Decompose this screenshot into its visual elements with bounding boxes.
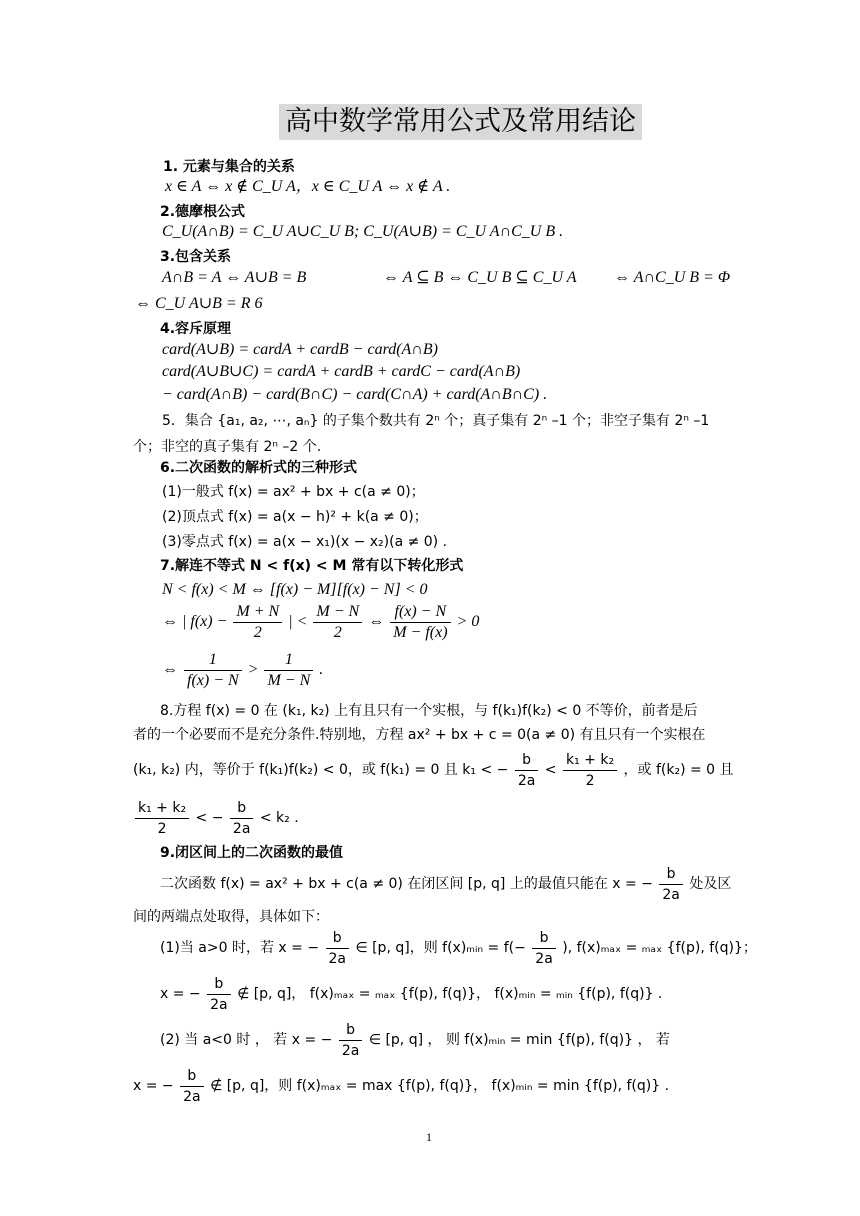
section-6-formula-3: (3)零点式 f(x) = a(x − x₁)(x − x₂)(a ≠ 0) . bbox=[162, 534, 448, 550]
section-7-formula-3: ⇔ $\frac{1}{f(x) - N}$ > $\frac{1}{M - N}$ . bbox=[162, 650, 324, 689]
section-6-formula-2: (2)顶点式 f(x) = a(x − h)² + k(a ≠ 0)； bbox=[162, 509, 428, 525]
section-9-case-1: (1)当 a>0 时，若 x = − $\frac{b}{2a}$ ∈ [p, q]，则 f(x)ₘᵢₙ = f(− $\frac{b}{2a}$ ), f(x)ₘₐₓ = ₘₐₓ {f(p), f(q)}； bbox=[160, 929, 757, 967]
section-4-formula-3: − card(A∩B) − card(B∩C) − card(C∩A) + card(A∩B∩C) . bbox=[162, 386, 548, 403]
section-5-line-2: 个；非空的真子集有 2ⁿ –2 个. bbox=[133, 439, 322, 455]
section-4-formula-1: card(A∪B) = cardA + cardB − card(A∩B) bbox=[162, 341, 438, 358]
section-3-heading: 3.包含关系 bbox=[160, 249, 232, 265]
section-7-heading: 7.解连不等式 N < f(x) < M 常有以下转化形式 bbox=[160, 558, 464, 574]
section-8-line-1: 8.方程 f(x) = 0 在 (k₁, k₂) 上有且只有一个实根，与 f(k₁)f(k₂) < 0 不等价，前者是后 bbox=[160, 703, 698, 719]
section-8-line-4: $\frac{\text{k₁ + k₂}}{2}$ < − $\frac{b}{2a}$ < k₂ . bbox=[133, 796, 299, 840]
section-9-case-2: (2) 当 a<0 时 ， 若 x = − $\frac{b}{2a}$ ∈ [p, q] ， 则 f(x)ₘᵢₙ = min {f(p), f(q)} ， 若 bbox=[160, 1021, 670, 1059]
section-1-formula: x ∈ A ⇔ x ∉ C_U A，x ∈ C_U A ⇔ x ∉ A . bbox=[165, 178, 451, 195]
section-6-formula-1: (1)一般式 f(x) = ax² + bx + c(a ≠ 0)； bbox=[162, 484, 425, 500]
section-2-formula: C_U(A∩B) = C_U A∪C_U B; C_U(A∪B) = C_U A∩C_U B . bbox=[162, 223, 564, 240]
section-7-formula-2: ⇔ | f(x) − $\frac{M + N}{2}$ | < $\frac{M - N}{2}$ ⇔ $\frac{f(x) - N}{M - f(x)}$ > 0 bbox=[162, 602, 480, 641]
section-4-formula-2: card(A∪B∪C) = cardA + cardB + cardC − card(A∩B) bbox=[162, 363, 521, 380]
section-8-line-3: (k₁, k₂) 内，等价于 f(k₁)f(k₂) < 0，或 f(k₁) = 0 且 k₁ < − $\frac{b}{2a}$ < $\frac{\text{k₁ + k₂}}{2}$ ，或 f(k₂) = 0 且 bbox=[133, 751, 734, 789]
section-3-formula-1: A∩B = A ⇔ A∪B = B bbox=[162, 269, 307, 286]
section-3-formula-3: ⇔ A∩C_U B = Φ bbox=[614, 269, 731, 286]
section-2-heading: 2.德摩根公式 bbox=[160, 204, 246, 220]
section-9-para-1: 二次函数 f(x) = ax² + bx + c(a ≠ 0) 在闭区间 [p, q] 上的最值只能在 x = − $\frac{b}{2a}$ 处及区 bbox=[160, 865, 732, 903]
section-9-para-2: 间的两端点处取得，具体如下： bbox=[133, 909, 329, 925]
page-number: 1 bbox=[426, 1130, 432, 1144]
section-4-heading: 4.容斥原理 bbox=[160, 321, 232, 337]
section-5-line-1: 5．集合 {a₁, a₂, ⋯, aₙ} 的子集个数共有 2ⁿ 个；真子集有 2ⁿ –1 个；非空子集有 2ⁿ –1 bbox=[162, 413, 710, 429]
section-9-heading: 9.闭区间上的二次函数的最值 bbox=[160, 845, 344, 861]
section-6-heading: 6.二次函数的解析式的三种形式 bbox=[160, 460, 358, 476]
section-8-line-2: 者的一个必要而不是充分条件.特别地，方程 ax² + bx + c = 0(a ≠ 0) 有且只有一个实根在 bbox=[133, 727, 706, 743]
section-1-heading: 1. 元素与集合的关系 bbox=[163, 159, 295, 175]
section-3-formula-2: ⇔ A ⊆ B ⇔ C_U B ⊆ C_U A bbox=[383, 269, 577, 286]
page-title: 高中数学常用公式及常用结论 bbox=[279, 104, 642, 140]
section-9-case-2-cont: x = − $\frac{b}{2a}$ ∉ [p, q]，则 f(x)ₘₐₓ = max {f(p), f(q)}， f(x)ₘᵢₙ = min {f(p), f(q)} . bbox=[133, 1067, 670, 1105]
section-3-formula-4: ⇔ C_U A∪B = R 6 bbox=[135, 295, 263, 312]
section-7-formula-1: N < f(x) < M ⇔ [f(x) − M][f(x) − N] < 0 bbox=[162, 581, 428, 598]
section-9-case-1-cont: x = − $\frac{b}{2a}$ ∉ [p, q]， f(x)ₘₐₓ = ₘₐₓ {f(p), f(q)}， f(x)ₘᵢₙ = ₘᵢₙ {f(p), f(q)} . bbox=[160, 975, 663, 1013]
